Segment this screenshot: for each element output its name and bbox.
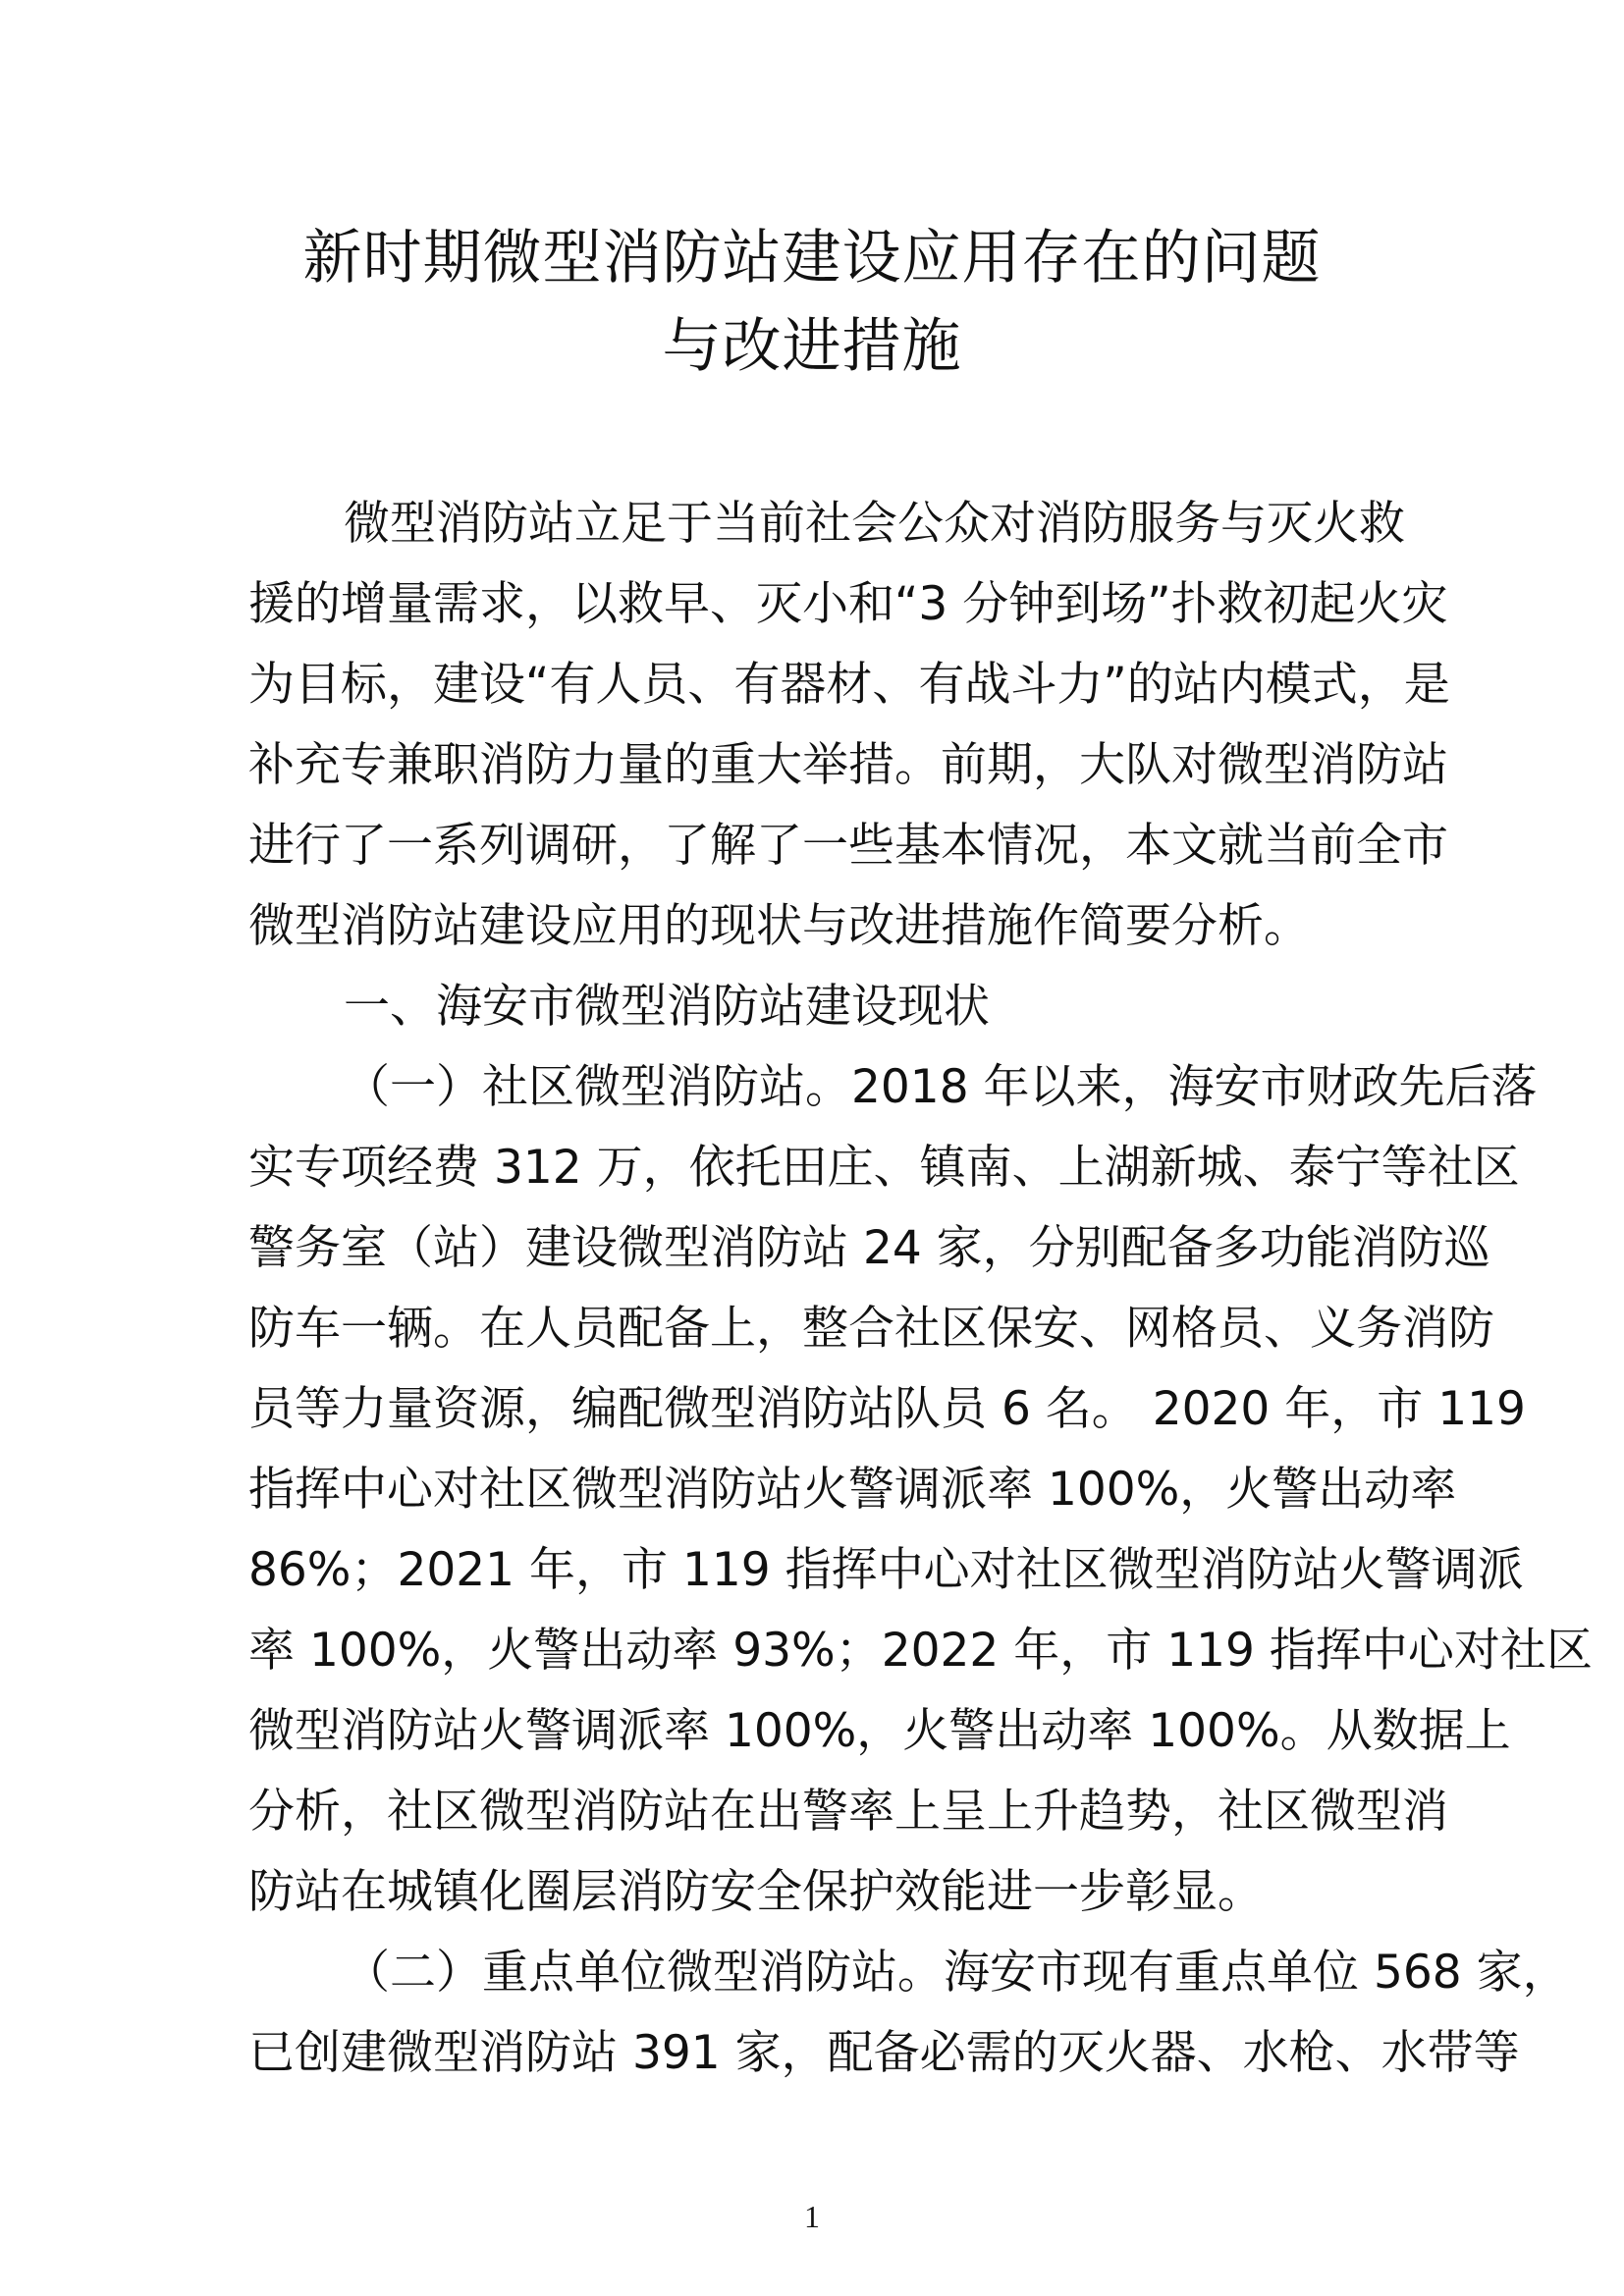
document-body (248, 484, 1593, 2094)
text-line: 微型消防站立足于当前社会公众对消防服务与灭火救 (344, 497, 1405, 551)
text-line: 为目标，建设“有人员、有器材、有战斗力”的站内模式，是 (248, 658, 1450, 712)
paragraph (248, 484, 1450, 967)
text-line: 防车一辆。在人员配备上，整合社区保安、网格员、义务消防 (248, 1302, 1494, 1356)
document-title-line-1: 新时期微型消防站建设应用存在的问题 (302, 224, 1322, 293)
paragraph (248, 1933, 1569, 2094)
text-line: 进行了一系列调研，了解了一些基本情况，本文就当前全市 (248, 819, 1448, 873)
text-line: 86%；2021 年，市 119 指挥中心对社区微型消防站火警调派 (248, 1543, 1524, 1597)
document-title-line-2: 与改进措施 (662, 312, 962, 381)
section-heading (248, 967, 1388, 1047)
text-line: 员等力量资源，编配微型消防站队员 6 名。 2020 年，市 119 (248, 1382, 1526, 1436)
text-line: 实专项经费 312 万，依托田庄、镇南、上湖新城、泰宁等社区 (248, 1141, 1520, 1195)
text-line: 微型消防站建设应用的现状与改进措施作简要分析。 (248, 899, 1310, 953)
text-line: 防站在城镇化圈层消防安全保护效能进一步彰显。 (248, 1865, 1264, 1919)
text-line: 指挥中心对社区微型消防站火警调派率 100%，火警出动率 (248, 1463, 1457, 1517)
text-line: 一、海安市微型消防站建设现状 (344, 980, 990, 1034)
text-line: 已创建微型消防站 391 家，配备必需的灭火器、水枪、水带等 (248, 2026, 1520, 2080)
text-line: （一）社区微型消防站。2018 年以来，海安市财政先后落 (344, 1060, 1538, 1114)
text-line: （二）重点单位微型消防站。海安市现有重点单位 568 家， (344, 1946, 1569, 2000)
text-line: 微型消防站火警调派率 100%，火警出动率 100%。从数据上 (248, 1704, 1511, 1758)
text-line: 分析，社区微型消防站在出警率上呈上升趋势，社区微型消 (248, 1785, 1448, 1839)
text-line: 补充专兼职消防力量的重大举措。前期，大队对微型消防站 (248, 738, 1448, 792)
paragraph (248, 1047, 1593, 1933)
text-line: 援的增量需求，以救早、灭小和“3 分钟到场”扑救初起火灾 (248, 577, 1448, 631)
text-line: 警务室（站）建设微型消防站 24 家，分别配备多功能消防巡 (248, 1221, 1490, 1275)
text-line: 率 100%，火警出动率 93%；2022 年，市 119 指挥中心对社区 (248, 1624, 1593, 1678)
page-number: 1 (804, 2199, 820, 2234)
